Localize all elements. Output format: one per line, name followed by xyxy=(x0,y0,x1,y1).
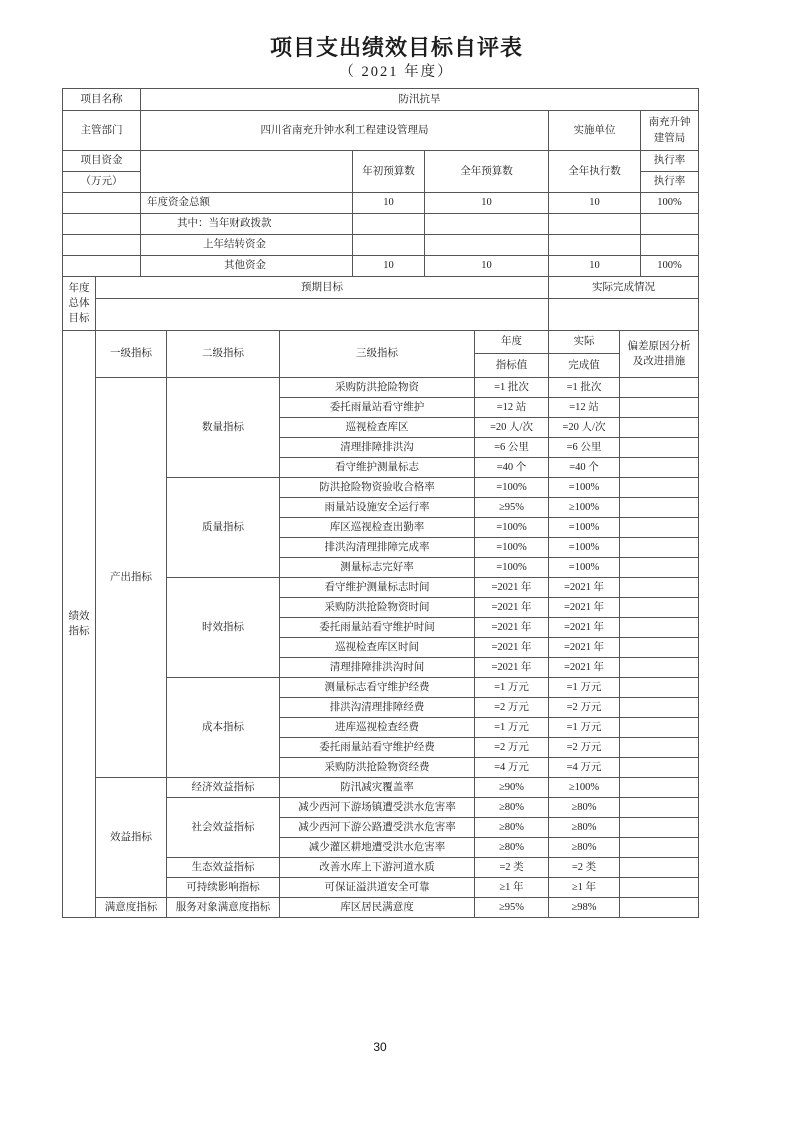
funding-col-initial-budget: 年初预算数 xyxy=(353,151,425,193)
deviation-cell xyxy=(620,778,699,798)
funding-col-execution-rate-top: 执行率 xyxy=(641,151,699,172)
project-name-row xyxy=(63,89,699,111)
goal-content-row xyxy=(63,299,699,331)
deviation-cell xyxy=(620,818,699,838)
funding-row-blank xyxy=(63,214,141,235)
funding-row-label: 其他资金 xyxy=(141,256,353,277)
funding-label-line1: 项目资金 xyxy=(63,151,141,172)
header-deviation-line: 及改进措施 xyxy=(632,356,686,368)
indicator-name-cell: 清理排障排洪沟 xyxy=(280,438,475,458)
performance-section-label-line: 绩效 xyxy=(68,610,90,622)
deviation-cell xyxy=(620,758,699,778)
deviation-cell xyxy=(620,898,699,918)
deviation-cell xyxy=(620,618,699,638)
funding-row-carryover xyxy=(63,235,699,256)
deviation-cell xyxy=(620,598,699,618)
funding-col-annual-budget: 全年预算数 xyxy=(425,151,549,193)
goal-label-line1: 年度 xyxy=(68,282,90,294)
indicator-name-cell: 委托雨量站看守维护经费 xyxy=(280,738,475,758)
funding-row-blank xyxy=(63,193,141,214)
target-value-cell: ≥95% xyxy=(475,498,549,518)
level2-cell: 时效指标 xyxy=(167,578,280,678)
funding-row-total xyxy=(63,193,699,214)
goal-expected-content xyxy=(96,299,549,331)
goal-actual-header: 实际完成情况 xyxy=(549,277,699,299)
deviation-cell xyxy=(620,378,699,398)
actual-value-cell: =100% xyxy=(549,538,620,558)
indicator-name-cell: 防洪抢险物资验收合格率 xyxy=(280,478,475,498)
header-level2: 二级指标 xyxy=(167,331,280,378)
target-value-cell: =100% xyxy=(475,478,549,498)
target-value-cell: ≥80% xyxy=(475,838,549,858)
indicator-name-cell: 雨量站设施安全运行率 xyxy=(280,498,475,518)
funding-execution-value: 10 xyxy=(549,256,641,277)
actual-value-cell: ≥100% xyxy=(549,498,620,518)
actual-value-cell: =1 万元 xyxy=(549,718,620,738)
funding-rate-value xyxy=(641,235,699,256)
target-value-cell: =12 站 xyxy=(475,398,549,418)
actual-value-cell: =40 个 xyxy=(549,458,620,478)
goal-section-label xyxy=(63,277,96,331)
actual-value-cell: =2021 年 xyxy=(549,598,620,618)
level2-cell: 数量指标 xyxy=(167,378,280,478)
page-subtitle: （ 2021 年度） xyxy=(339,63,454,80)
level2-cell: 生态效益指标 xyxy=(167,858,280,878)
actual-value-cell: ≥98% xyxy=(549,898,620,918)
indicator-name-cell: 采购防洪抢险物资经费 xyxy=(280,758,475,778)
funding-col-execution-rate-bottom: 执行率 xyxy=(641,172,699,193)
indicator-header-row-top xyxy=(63,331,699,354)
deviation-cell xyxy=(620,518,699,538)
level2-cell: 经济效益指标 xyxy=(167,778,280,798)
funding-row-blank xyxy=(63,256,141,277)
indicator-section xyxy=(63,331,699,918)
funding-execution-value xyxy=(549,235,641,256)
indicator-name-cell: 防汛减灾覆盖率 xyxy=(280,778,475,798)
actual-value-cell: =12 站 xyxy=(549,398,620,418)
deviation-cell xyxy=(620,558,699,578)
goal-header-row xyxy=(63,277,699,299)
indicator-name-cell: 看守维护测量标志 xyxy=(280,458,475,478)
deviation-cell xyxy=(620,438,699,458)
target-value-cell: =1 万元 xyxy=(475,678,549,698)
funding-col-annual-execution: 全年执行数 xyxy=(549,151,641,193)
department-label: 主管部门 xyxy=(63,111,141,151)
deviation-cell xyxy=(620,498,699,518)
funding-initial-value xyxy=(353,214,425,235)
level2-cell: 服务对象满意度指标 xyxy=(167,898,280,918)
header-deviation-line: 偏差原因分析 xyxy=(627,340,691,352)
funding-annual-value: 10 xyxy=(425,193,549,214)
target-value-cell: =20 人/次 xyxy=(475,418,549,438)
goal-actual-content xyxy=(549,299,699,331)
deviation-cell xyxy=(620,678,699,698)
level2-cell: 质量指标 xyxy=(167,478,280,578)
funding-annual-value xyxy=(425,214,549,235)
target-value-cell: =2021 年 xyxy=(475,658,549,678)
header-annual-bottom: 指标值 xyxy=(475,354,549,378)
implement-unit-value xyxy=(641,111,699,151)
target-value-cell: =1 批次 xyxy=(475,378,549,398)
target-value-cell: =4 万元 xyxy=(475,758,549,778)
page-number: 30 xyxy=(373,1040,387,1054)
target-value-cell: =2021 年 xyxy=(475,598,549,618)
deviation-cell xyxy=(620,838,699,858)
target-value-cell: =2 类 xyxy=(475,858,549,878)
indicator-name-cell: 进库巡视检查经费 xyxy=(280,718,475,738)
target-value-cell: ≥95% xyxy=(475,898,549,918)
indicator-name-cell: 测量标志完好率 xyxy=(280,558,475,578)
department-value: 四川省南充升钟水利工程建设管理局 xyxy=(141,111,549,151)
indicator-name-cell: 采购防洪抢险物资时间 xyxy=(280,598,475,618)
actual-value-cell: =2021 年 xyxy=(549,618,620,638)
actual-value-cell: =4 万元 xyxy=(549,758,620,778)
target-value-cell: ≥80% xyxy=(475,798,549,818)
deviation-cell xyxy=(620,658,699,678)
indicator-name-cell: 减少西河下游场镇遭受洪水危害率 xyxy=(280,798,475,818)
target-value-cell: ≥80% xyxy=(475,818,549,838)
funding-initial-value: 10 xyxy=(353,256,425,277)
deviation-cell xyxy=(620,718,699,738)
target-value-cell: ≥1 年 xyxy=(475,878,549,898)
indicator-name-cell: 库区居民满意度 xyxy=(280,898,475,918)
deviation-cell xyxy=(620,738,699,758)
indicator-name-cell: 委托雨量站看守维护时间 xyxy=(280,618,475,638)
deviation-cell xyxy=(620,418,699,438)
funding-header-row-top xyxy=(63,151,699,172)
funding-blank-cell xyxy=(141,151,353,193)
indicator-name-cell: 巡视检查库区 xyxy=(280,418,475,438)
actual-value-cell: =2021 年 xyxy=(549,638,620,658)
target-value-cell: =100% xyxy=(475,538,549,558)
actual-value-cell: =2021 年 xyxy=(549,658,620,678)
funding-label-line2: （万元） xyxy=(63,172,141,193)
indicator-name-cell: 库区巡视检查出勤率 xyxy=(280,518,475,538)
funding-annual-value xyxy=(425,235,549,256)
indicator-name-cell: 排洪沟清理排障经费 xyxy=(280,698,475,718)
funding-rate-value: 100% xyxy=(641,256,699,277)
actual-value-cell: ≥1 年 xyxy=(549,878,620,898)
target-value-cell: =2021 年 xyxy=(475,578,549,598)
department-row xyxy=(63,111,699,151)
target-value-cell: =2 万元 xyxy=(475,738,549,758)
indicator-name-cell: 委托雨量站看守维护 xyxy=(280,398,475,418)
deviation-cell xyxy=(620,858,699,878)
actual-value-cell: =2 类 xyxy=(549,858,620,878)
deviation-cell xyxy=(620,578,699,598)
indicator-row xyxy=(63,898,699,918)
self-evaluation-table xyxy=(62,88,699,918)
actual-value-cell: ≥100% xyxy=(549,778,620,798)
actual-value-cell: ≥80% xyxy=(549,818,620,838)
funding-initial-value: 10 xyxy=(353,193,425,214)
actual-value-cell: =1 万元 xyxy=(549,678,620,698)
funding-row-other xyxy=(63,256,699,277)
project-name-label: 项目名称 xyxy=(63,89,141,111)
indicator-name-cell: 减少灌区耕地遭受洪水危害率 xyxy=(280,838,475,858)
deviation-cell xyxy=(620,478,699,498)
actual-value-cell: =2 万元 xyxy=(549,738,620,758)
deviation-cell xyxy=(620,398,699,418)
deviation-cell xyxy=(620,538,699,558)
actual-value-cell: =20 人/次 xyxy=(549,418,620,438)
page-title: 项目支出绩效目标自评表 xyxy=(269,35,523,60)
indicator-name-cell: 采购防洪抢险物资 xyxy=(280,378,475,398)
actual-value-cell: =2 万元 xyxy=(549,698,620,718)
level1-cell: 满意度指标 xyxy=(96,898,167,918)
actual-value-cell: =100% xyxy=(549,478,620,498)
actual-value-cell: =100% xyxy=(549,558,620,578)
actual-value-cell: ≥80% xyxy=(549,838,620,858)
target-value-cell: =2021 年 xyxy=(475,618,549,638)
target-value-cell: =40 个 xyxy=(475,458,549,478)
target-value-cell: =2021 年 xyxy=(475,638,549,658)
goal-label-line3: 目标 xyxy=(68,313,90,325)
actual-value-cell: =100% xyxy=(549,518,620,538)
funding-execution-value: 10 xyxy=(549,193,641,214)
actual-value-cell: =1 批次 xyxy=(549,378,620,398)
header-deviation xyxy=(620,331,699,378)
target-value-cell: =2 万元 xyxy=(475,698,549,718)
deviation-cell xyxy=(620,698,699,718)
target-value-cell: =100% xyxy=(475,558,549,578)
target-value-cell: =100% xyxy=(475,518,549,538)
funding-execution-value xyxy=(549,214,641,235)
actual-value-cell: =6 公里 xyxy=(549,438,620,458)
funding-row-fiscal xyxy=(63,214,699,235)
target-value-cell: ≥90% xyxy=(475,778,549,798)
indicator-row xyxy=(63,778,699,798)
target-value-cell: =1 万元 xyxy=(475,718,549,738)
funding-row-label: 其中：当年财政拨款 xyxy=(141,214,353,235)
funding-rate-value xyxy=(641,214,699,235)
level1-cell: 产出指标 xyxy=(96,378,167,778)
implement-unit-line1: 南充升钟 xyxy=(648,117,691,129)
deviation-cell xyxy=(620,798,699,818)
indicator-row xyxy=(63,378,699,398)
deviation-cell xyxy=(620,458,699,478)
funding-rate-value: 100% xyxy=(641,193,699,214)
header-level3: 三级指标 xyxy=(280,331,475,378)
goal-expected-header: 预期目标 xyxy=(96,277,549,299)
level1-cell: 效益指标 xyxy=(96,778,167,898)
funding-initial-value xyxy=(353,235,425,256)
deviation-cell xyxy=(620,878,699,898)
project-name-value: 防汛抗旱 xyxy=(141,89,699,111)
funding-row-label: 上年结转资金 xyxy=(141,235,353,256)
performance-section-label xyxy=(63,331,96,918)
indicator-name-cell: 减少西河下游公路遭受洪水危害率 xyxy=(280,818,475,838)
indicator-name-cell: 清理排障排洪沟时间 xyxy=(280,658,475,678)
funding-row-label: 年度资金总额 xyxy=(141,193,353,214)
target-value-cell: =6 公里 xyxy=(475,438,549,458)
actual-value-cell: =2021 年 xyxy=(549,578,620,598)
actual-value-cell: ≥80% xyxy=(549,798,620,818)
indicator-name-cell: 看守维护测量标志时间 xyxy=(280,578,475,598)
indicator-name-cell: 巡视检查库区时间 xyxy=(280,638,475,658)
implement-unit-line2: 建管局 xyxy=(653,132,686,144)
header-annual-top: 年度 xyxy=(475,331,549,354)
goal-label-line2: 总体 xyxy=(68,297,90,309)
indicator-name-cell: 改善水库上下游河道水质 xyxy=(280,858,475,878)
performance-section-label-line: 指标 xyxy=(68,626,90,638)
header-actual-bottom: 完成值 xyxy=(549,354,620,378)
funding-annual-value: 10 xyxy=(425,256,549,277)
header-actual-top: 实际 xyxy=(549,331,620,354)
implement-unit-label: 实施单位 xyxy=(549,111,641,151)
indicator-name-cell: 排洪沟清理排障完成率 xyxy=(280,538,475,558)
indicator-name-cell: 可保证溢洪道安全可靠 xyxy=(280,878,475,898)
funding-row-blank xyxy=(63,235,141,256)
indicator-name-cell: 测量标志看守维护经费 xyxy=(280,678,475,698)
level2-cell: 成本指标 xyxy=(167,678,280,778)
level2-cell: 可持续影响指标 xyxy=(167,878,280,898)
header-level1: 一级指标 xyxy=(96,331,167,378)
level2-cell: 社会效益指标 xyxy=(167,798,280,858)
deviation-cell xyxy=(620,638,699,658)
